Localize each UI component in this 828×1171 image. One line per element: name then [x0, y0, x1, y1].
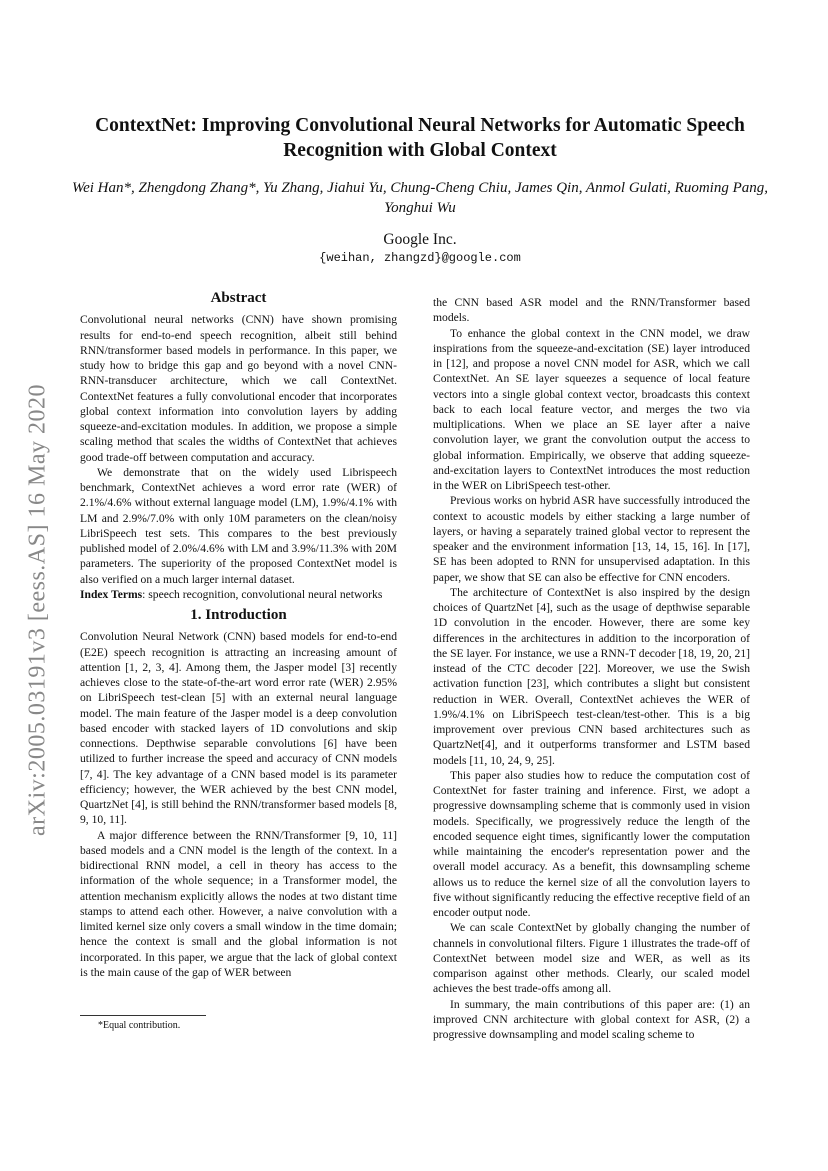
abstract-paragraph: Convolutional neural networks (CNN) have shown promising results for end-to-end speech recognition, albeit still behind RNN/transformer based models in performance. In this paper, we study how to bridge this gap and go beyond with a novel CNN-RNN-transducer architecture, which we call ContextNet. ContextNet features a fully convolutional encoder that incorporates global context information into convolution layers by adding squeeze-and-excitation modules. In addition, we propose a simple scaling method that scales the widths of ContextNet that achieves good trade-off between computation and accuracy.: [80, 313, 397, 464]
contact-email[interactable]: {weihan, zhangzd}@google.com: [319, 251, 521, 265]
abstract-heading: Abstract: [210, 290, 267, 306]
right-column: [433, 295, 750, 1042]
footnote: *Equal contribution.: [98, 1020, 181, 1031]
footnote-rule: [80, 1015, 206, 1016]
left-column: [80, 291, 397, 980]
body-paragraph: The architecture of ContextNet is also inspired by the design choices of QuartzNet [4], such as the usage of depthwise separable 1D convolution in the encoder. However, there are some key differences in the architectures in addition to the incorporation of the SE layer. For instance, we use a RNN-T decoder [18, 19, 20, 21] instead of the CTC decoder [22]. Moreover, we use the Swish activation function [23], which contributes a slight but consistent reduction in WER. Overall, ContextNet achieves the WER of 1.9%/4.1% on LibriSpeech test-clean/test-other. This is a big improvement over previous CNN based architectures such as QuartzNet[4], and it outperforms transformer and LSTM based models [11, 10, 24, 9, 25].: [433, 585, 750, 767]
body-paragraph: Convolution Neural Network (CNN) based models for end-to-end (E2E) speech recognition is attracting an increasing amount of attention [1, 2, 3, 4]. Among them, the Jasper model [3] recently achieves close to the state-of-the-art word error rate (WER) 2.95% on LibriSpeech test-clean [5] with an external neural language model. The main feature of the Jasper model is a deep convolution based encoder with stacked layers of 1D convolutions and skip connections. Depthwise separable convolutions [6] have been utilized to further increase the speed and accuracy of CNN models [7, 4]. The key advantage of a CNN based model is its parameter efficiency; however, the WER achieved by the best CNN model, QuartzNet [4], is still behind the RNN/transformer based models [8, 9, 10, 11].: [80, 630, 397, 827]
body-paragraph: A major difference between the RNN/Transformer [9, 10, 11] based models and a CNN model is the length of the context. In a bidirectional RNN model, a cell in theory has access to the information of the whole sequence; in a Transformer model, the attention mechanism explicitly allows the nodes at two distant time stamps to attend each other. However, a naive convolution with a limited kernel size only covers a small window in the time domain; hence the context is small and the global information is not incorporated. In this paper, we argue that the lack of global context is the main cause of the gap of WER between: [80, 828, 397, 979]
body-paragraph: In summary, the main contributions of this paper are: (1) an improved CNN architecture with global context for ASR, (2) a progressive downsampling and model scaling scheme to: [433, 997, 750, 1041]
body-paragraph: To enhance the global context in the CNN model, we draw inspirations from the squeeze-and-excitation (SE) layer introduced in [12], and propose a novel CNN model for ASR, which we call ContextNet. An SE layer squeezes a sequence of local feature vectors into a single global context vector, broadcasts this context back to each local feature vector, and merges the two via multiplications. When we place an SE layer after a naive convolution layer, we grant the convolution output the access to global information. Empirically, we observe that adding squeeze-and-excitation layers to ContextNet introduces the most reduction in the WER on LibriSpeech test-other.: [433, 326, 750, 492]
affiliation: Google Inc.: [383, 231, 457, 248]
abstract-paragraph: We demonstrate that on the widely used Librispeech benchmark, ContextNet achieves a word error rate (WER) of 2.1%/4.6% without external language model (LM), 1.9%/4.1% with LM and 2.9%/7.0% with only 10M parameters on the clean/noisy LibriSpeech test sets. This compares to the best previously published model of 2.0%/4.6% with LM and 3.9%/11.3% with 20M parameters. The superiority of the proposed ContextNet model is also verified on a much larger internal dataset.: [80, 465, 397, 586]
index-terms-text: : speech recognition, convolutional neural networks: [142, 587, 383, 601]
body-paragraph: This paper also studies how to reduce the computation cost of ContextNet for faster training and inference. First, we adopt a progressive downsampling scheme that is commonly used in vision models. Specifically, we progressively reduce the length of the encoded sequence eight times, significantly lower the computation while maintaining the encoder's representation power and the overall model accuracy. As a benefit, this downsampling scheme allows us to reduce the kernel size of all the convolution layers to five without significantly reducing the effective receptive field of an encoder output node.: [433, 768, 750, 919]
arxiv-id: arXiv:2005.03191v3 [eess.AS] 16 May 2020: [24, 384, 51, 836]
index-terms: [80, 587, 397, 602]
index-terms-label: Index Terms: [80, 587, 143, 601]
author-list: Wei Han*, Zhengdong Zhang*, Yu Zhang, Jiahui Yu, Chung-Cheng Chiu, James Qin, Anmol Gulati, Ruoming Pang, Yonghui Wu: [71, 180, 768, 216]
body-paragraph: the CNN based ASR model and the RNN/Transformer based models.: [433, 296, 750, 325]
arxiv-sidebar-stamp: [18, 340, 58, 880]
body-paragraph: Previous works on hybrid ASR have successfully introduced the context to acoustic models by either stacking a large number of layers, or having a separately trained global vector to represent the speaker and the environment information [13, 14, 15, 16]. In [17], SE has been adopted to RNN for unsupervised adaptation. In this paper, we show that SE can also be effective for CNN encoders.: [433, 494, 750, 584]
section-heading-introduction: 1. Introduction: [190, 607, 287, 623]
paper-title: ContextNet: Improving Convolutional Neural Networks for Automatic Speech Recognition with Global Context: [95, 115, 745, 161]
body-paragraph: We can scale ContextNet by globally changing the number of channels in convolutional filters. Figure 1 illustrates the trade-off of ContextNet between model size and WER, as well as its comparison against other methods. Clearly, our scaled model achieves the best trade-offs among all.: [433, 921, 750, 996]
